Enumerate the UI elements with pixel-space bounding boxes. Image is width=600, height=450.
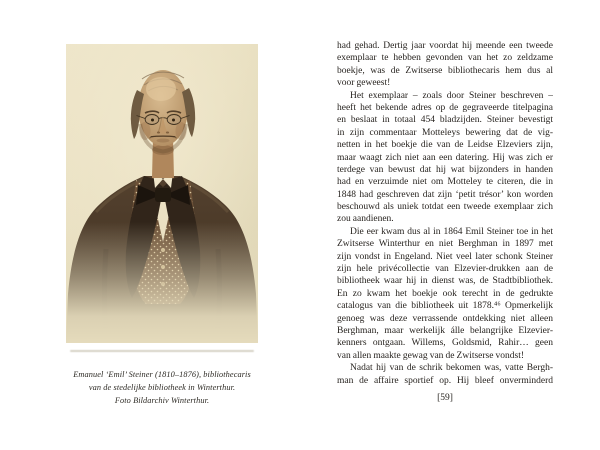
caption-line: van de stedelijke bibliotheek in Winterthur. <box>88 383 236 392</box>
text-line: netten in het boekje die van de Leidse Elzeviers zijn, <box>337 140 553 151</box>
text-line: boekje, was de Zwitserse bibliothecaris hem dus al <box>337 65 553 76</box>
portrait-photo <box>66 44 258 343</box>
text-line: 1848 had geschreven dat zijn ‘petit trésor’ kon worden <box>337 189 553 200</box>
text-line: zijn vondst in Engeland. Niet veel later schonk Steiner <box>337 251 553 262</box>
text-line: had en verzuimde niet om Motteley te citeren, die in <box>337 177 553 188</box>
text-line: beschouwd als uniek totdat een tweede exemplaar zich <box>337 202 553 213</box>
text-line: genoeg was deze verrassende ontdekking niet alleen <box>337 313 553 324</box>
portrait-illustration <box>66 44 258 343</box>
caption-line: Emanuel ‘Emil’ Steiner (1810–1876), bibliothecaris <box>73 370 251 379</box>
text-line: maar waagt zich niet aan een datering. Hij was zich er <box>337 152 553 163</box>
text-line: en beslaat in totaal 454 bladzijden. Steiner bevestigt <box>337 115 553 126</box>
text-line: kenners ontgaan. Willems, Goldsmid, Rahir… geen <box>337 338 553 349</box>
text-line: man de affaire sportief op. Hij bleef onverminderd <box>337 375 553 386</box>
photo-caption <box>42 368 282 407</box>
text-line: zijn hele privécollectie van Elzevier-drukken aan de <box>337 264 553 275</box>
text-line: zou aandienen. <box>337 214 394 225</box>
text-line: Die eer kwam dus al in 1864 Emil Steiner toe in het <box>350 226 553 237</box>
text-line: En zo kwam het boekje ook terecht in de gedrukte <box>337 288 553 299</box>
text-line: in zijn commentaar Motteleys bewering dat de vig- <box>337 127 553 138</box>
text-line: had gehad. Dertig jaar voordat hij meende een tweede <box>337 41 553 51</box>
text-line: Berghman, maar werkelijk álle belangrijke Elzevier- <box>337 325 553 336</box>
text-line: Nadat hij van de schrik bekomen was, vatte Bergh- <box>350 363 553 374</box>
photo-shadow-line <box>70 350 254 352</box>
text-line: exemplaar te hebben gevonden van het zo zeldzame <box>337 53 553 64</box>
text-line: Zwitserse Winterthur en niet Berghman in 1897 met <box>337 239 553 250</box>
text-line: voor geweest! <box>337 78 391 89</box>
text-line: van allen maakte gewag van de Zwitserse vondst! <box>337 350 525 361</box>
body-text <box>337 40 553 387</box>
text-line: heeft het bekende adres op de gegraveerde titelpagina <box>337 102 553 113</box>
caption-line: Foto Bildarchiv Winterthur. <box>114 396 210 405</box>
text-line: terdege van bewust dat hij wat bijzonders in handen <box>337 164 553 175</box>
page-number: [59] <box>437 393 453 403</box>
text-line: Het exemplaar – zoals door Steiner beschreven – <box>350 90 553 101</box>
text-line: catalogus van die bibliotheek uit 1878.⁴⁶ Opmerkelijk <box>337 301 553 312</box>
text-line: bibliotheek waar hij in dienst was, de Stadtbibliothek. <box>337 276 553 287</box>
